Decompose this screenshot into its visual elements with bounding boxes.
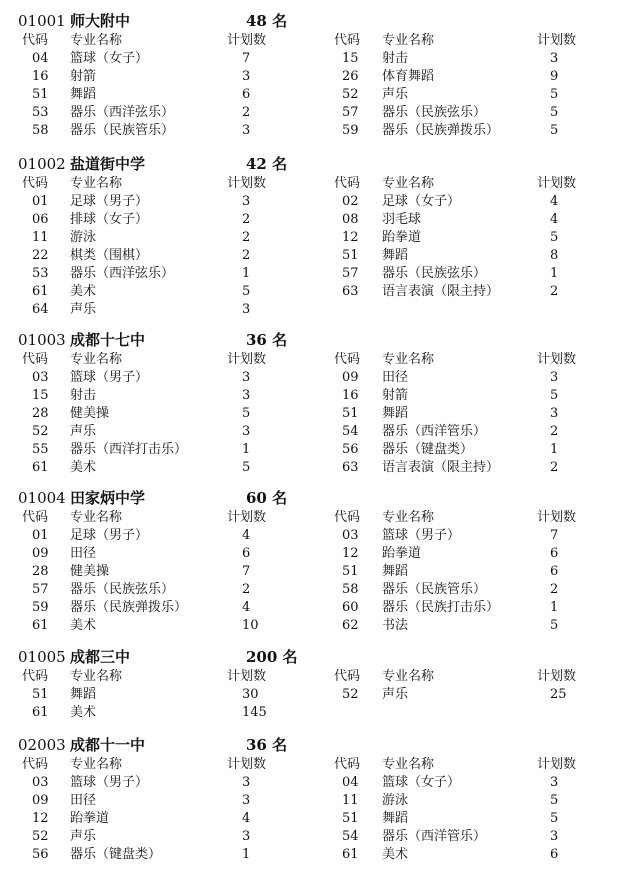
plan-count: 2 <box>550 284 559 299</box>
header-major-right: 专业名称 <box>382 757 435 772</box>
header-plan-right: 计划数 <box>537 669 577 684</box>
table-row <box>0 459 627 477</box>
plan-count: 3 <box>550 829 559 844</box>
major-code: 22 <box>32 248 49 263</box>
header-major-right: 专业名称 <box>382 669 435 684</box>
plan-count: 3 <box>242 302 251 317</box>
school-code: 01003 <box>18 331 66 349</box>
plan-count: 3 <box>242 370 251 385</box>
major-name: 美术 <box>70 460 97 475</box>
plan-count: 4 <box>242 600 251 615</box>
column-header-row <box>0 175 627 193</box>
table-row <box>0 828 627 846</box>
major-name: 器乐（西洋弦乐） <box>70 266 175 281</box>
school-title-row <box>0 153 627 175</box>
major-code: 16 <box>32 69 49 84</box>
major-name: 田径 <box>70 793 97 808</box>
school-title-row <box>0 329 627 351</box>
header-major-left: 专业名称 <box>70 510 123 525</box>
school-title-row <box>0 487 627 509</box>
major-name: 篮球（女子） <box>382 775 461 790</box>
header-plan-left: 计划数 <box>227 669 267 684</box>
plan-count: 6 <box>550 546 559 561</box>
school-block <box>0 329 627 477</box>
major-code: 57 <box>342 105 359 120</box>
major-name: 射击 <box>70 388 97 403</box>
table-row <box>0 846 627 864</box>
table-row <box>0 211 627 229</box>
major-code: 55 <box>32 442 49 457</box>
major-code: 12 <box>32 811 49 826</box>
plan-count: 2 <box>242 248 251 263</box>
plan-count: 5 <box>550 87 559 102</box>
table-row <box>0 617 627 635</box>
major-code: 51 <box>342 406 359 421</box>
major-code: 16 <box>342 388 359 403</box>
major-name: 跆拳道 <box>70 811 110 826</box>
major-code: 09 <box>32 546 49 561</box>
plan-count: 3 <box>242 793 251 808</box>
major-code: 09 <box>32 793 49 808</box>
header-plan-right: 计划数 <box>537 33 577 48</box>
plan-count: 2 <box>242 212 251 227</box>
major-code: 61 <box>342 847 359 862</box>
school-block <box>0 734 627 864</box>
major-name: 器乐（民族打击乐） <box>382 600 500 615</box>
major-code: 58 <box>342 582 359 597</box>
table-row <box>0 563 627 581</box>
major-name: 跆拳道 <box>382 230 422 245</box>
school-quota: 200 名 <box>246 648 298 666</box>
major-name: 器乐（键盘类） <box>382 442 474 457</box>
plan-count: 2 <box>550 460 559 475</box>
major-name: 器乐（民族弦乐） <box>70 582 175 597</box>
school-name: 盐道街中学 <box>70 155 146 173</box>
plan-count: 2 <box>550 424 559 439</box>
major-name: 跆拳道 <box>382 546 422 561</box>
major-code: 03 <box>32 370 49 385</box>
major-code: 08 <box>342 212 359 227</box>
plan-count: 9 <box>550 69 559 84</box>
header-plan-left: 计划数 <box>227 176 267 191</box>
major-name: 器乐（民族弦乐） <box>382 105 487 120</box>
plan-count: 1 <box>550 442 559 457</box>
plan-count: 8 <box>550 248 559 263</box>
school-name: 成都十一中 <box>70 736 146 754</box>
plan-count: 3 <box>550 370 559 385</box>
major-code: 56 <box>32 847 49 862</box>
major-code: 60 <box>342 600 359 615</box>
plan-count: 5 <box>550 123 559 138</box>
header-code-right: 代码 <box>334 33 361 48</box>
major-code: 61 <box>32 460 49 475</box>
plan-count: 4 <box>550 212 559 227</box>
major-name: 足球（女子） <box>382 194 461 209</box>
major-code: 52 <box>32 424 49 439</box>
major-code: 15 <box>32 388 49 403</box>
major-code: 57 <box>342 266 359 281</box>
plan-count: 10 <box>242 618 259 633</box>
column-header-row <box>0 351 627 369</box>
major-code: 01 <box>32 194 49 209</box>
major-name: 足球（男子） <box>70 194 149 209</box>
table-row <box>0 247 627 265</box>
school-block <box>0 153 627 319</box>
header-plan-left: 计划数 <box>227 757 267 772</box>
major-name: 声乐 <box>70 424 97 439</box>
school-quota: 36 名 <box>246 736 288 754</box>
plan-count: 3 <box>550 775 559 790</box>
table-row <box>0 545 627 563</box>
header-major-right: 专业名称 <box>382 176 435 191</box>
major-code: 51 <box>342 564 359 579</box>
plan-count: 2 <box>550 582 559 597</box>
table-row <box>0 193 627 211</box>
major-name: 足球（男子） <box>70 528 149 543</box>
plan-count: 3 <box>242 194 251 209</box>
school-quota: 60 名 <box>246 489 288 507</box>
school-code: 02003 <box>18 736 66 754</box>
major-name: 田径 <box>70 546 97 561</box>
plan-count: 3 <box>242 123 251 138</box>
school-quota: 36 名 <box>246 331 288 349</box>
header-major-left: 专业名称 <box>70 757 123 772</box>
table-row <box>0 387 627 405</box>
plan-count: 7 <box>242 564 251 579</box>
plan-count: 7 <box>242 51 251 66</box>
header-code-right: 代码 <box>334 352 361 367</box>
plan-count: 3 <box>242 69 251 84</box>
major-name: 美术 <box>70 618 97 633</box>
header-code-left: 代码 <box>22 510 49 525</box>
header-code-left: 代码 <box>22 352 49 367</box>
major-name: 篮球（男子） <box>70 370 149 385</box>
school-name: 成都十七中 <box>70 331 146 349</box>
major-code: 51 <box>342 248 359 263</box>
major-name: 语言表演（限主持） <box>382 284 500 299</box>
major-name: 舞蹈 <box>382 248 409 263</box>
header-major-right: 专业名称 <box>382 352 435 367</box>
major-name: 健美操 <box>70 564 110 579</box>
school-quota: 42 名 <box>246 155 288 173</box>
school-code: 01002 <box>18 155 66 173</box>
school-block <box>0 646 627 722</box>
school-block <box>0 10 627 140</box>
major-code: 11 <box>32 230 49 245</box>
table-row <box>0 229 627 247</box>
header-code-left: 代码 <box>22 757 49 772</box>
major-code: 61 <box>32 705 49 720</box>
header-major-right: 专业名称 <box>382 510 435 525</box>
major-code: 01 <box>32 528 49 543</box>
major-name: 器乐（西洋管乐） <box>382 829 487 844</box>
header-code-left: 代码 <box>22 176 49 191</box>
plan-count: 5 <box>242 284 251 299</box>
major-code: 03 <box>342 528 359 543</box>
column-header-row <box>0 509 627 527</box>
table-row <box>0 527 627 545</box>
header-major-left: 专业名称 <box>70 352 123 367</box>
major-code: 62 <box>342 618 359 633</box>
plan-count: 3 <box>242 775 251 790</box>
major-code: 57 <box>32 582 49 597</box>
plan-count: 1 <box>550 600 559 615</box>
school-name: 师大附中 <box>70 12 131 30</box>
plan-count: 5 <box>550 230 559 245</box>
header-major-left: 专业名称 <box>70 176 123 191</box>
plan-count: 5 <box>242 406 251 421</box>
major-code: 63 <box>342 284 359 299</box>
table-row <box>0 599 627 617</box>
major-name: 美术 <box>70 284 97 299</box>
school-block <box>0 487 627 635</box>
plan-count: 1 <box>242 442 251 457</box>
major-code: 56 <box>342 442 359 457</box>
major-name: 游泳 <box>382 793 409 808</box>
major-code: 54 <box>342 829 359 844</box>
major-code: 59 <box>342 123 359 138</box>
table-row <box>0 423 627 441</box>
school-title-row <box>0 10 627 32</box>
table-row <box>0 704 627 722</box>
major-name: 器乐（民族弹拨乐） <box>382 123 500 138</box>
major-name: 器乐（西洋打击乐） <box>70 442 188 457</box>
major-name: 声乐 <box>70 302 97 317</box>
major-name: 语言表演（限主持） <box>382 460 500 475</box>
major-code: 58 <box>32 123 49 138</box>
major-code: 12 <box>342 230 359 245</box>
major-name: 器乐（西洋弦乐） <box>70 105 175 120</box>
plan-count: 2 <box>242 582 251 597</box>
plan-count: 3 <box>550 406 559 421</box>
major-code: 04 <box>32 51 49 66</box>
plan-count: 2 <box>242 105 251 120</box>
major-name: 舞蹈 <box>70 87 97 102</box>
major-code: 53 <box>32 266 49 281</box>
major-name: 射击 <box>382 51 409 66</box>
major-name: 游泳 <box>70 230 97 245</box>
table-row <box>0 86 627 104</box>
school-quota: 48 名 <box>246 12 288 30</box>
major-code: 61 <box>32 284 49 299</box>
plan-count: 5 <box>550 105 559 120</box>
major-code: 28 <box>32 564 49 579</box>
plan-count: 3 <box>242 424 251 439</box>
major-name: 声乐 <box>70 829 97 844</box>
major-name: 器乐（民族管乐） <box>382 582 487 597</box>
major-code: 06 <box>32 212 49 227</box>
plan-count: 3 <box>242 388 251 403</box>
major-name: 排球（女子） <box>70 212 149 227</box>
major-name: 器乐（民族弹拨乐） <box>70 600 188 615</box>
plan-count: 5 <box>242 460 251 475</box>
major-code: 59 <box>32 600 49 615</box>
major-code: 51 <box>342 811 359 826</box>
major-code: 11 <box>342 793 359 808</box>
plan-count: 4 <box>242 528 251 543</box>
plan-count: 4 <box>550 194 559 209</box>
plan-count: 6 <box>550 564 559 579</box>
major-code: 52 <box>342 687 359 702</box>
major-code: 15 <box>342 51 359 66</box>
plan-count: 7 <box>550 528 559 543</box>
table-row <box>0 792 627 810</box>
plan-count: 4 <box>242 811 251 826</box>
header-code-left: 代码 <box>22 33 49 48</box>
plan-count: 1 <box>242 847 251 862</box>
table-row <box>0 441 627 459</box>
major-code: 53 <box>32 105 49 120</box>
table-row <box>0 774 627 792</box>
major-name: 美术 <box>70 705 97 720</box>
header-plan-left: 计划数 <box>227 33 267 48</box>
major-code: 52 <box>32 829 49 844</box>
table-row <box>0 122 627 140</box>
plan-count: 6 <box>550 847 559 862</box>
major-code: 52 <box>342 87 359 102</box>
header-plan-right: 计划数 <box>537 176 577 191</box>
plan-count: 6 <box>242 546 251 561</box>
table-row <box>0 686 627 704</box>
plan-count: 5 <box>550 793 559 808</box>
major-name: 体育舞蹈 <box>382 69 435 84</box>
major-code: 51 <box>32 87 49 102</box>
school-code: 01005 <box>18 648 66 666</box>
plan-count: 5 <box>550 388 559 403</box>
plan-count: 2 <box>242 230 251 245</box>
major-name: 健美操 <box>70 406 110 421</box>
table-row <box>0 104 627 122</box>
column-header-row <box>0 32 627 50</box>
plan-count: 5 <box>550 811 559 826</box>
major-name: 篮球（男子） <box>382 528 461 543</box>
major-code: 64 <box>32 302 49 317</box>
major-name: 棋类（围棋） <box>70 248 149 263</box>
major-code: 61 <box>32 618 49 633</box>
table-row <box>0 68 627 86</box>
header-plan-left: 计划数 <box>227 510 267 525</box>
header-major-left: 专业名称 <box>70 33 123 48</box>
header-plan-right: 计划数 <box>537 352 577 367</box>
major-code: 51 <box>32 687 49 702</box>
header-major-left: 专业名称 <box>70 669 123 684</box>
plan-count: 3 <box>550 51 559 66</box>
major-name: 声乐 <box>382 87 409 102</box>
plan-count: 1 <box>550 266 559 281</box>
table-row <box>0 581 627 599</box>
school-code: 01004 <box>18 489 66 507</box>
header-plan-right: 计划数 <box>537 757 577 772</box>
column-header-row <box>0 668 627 686</box>
plan-count: 25 <box>550 687 567 702</box>
major-name: 射箭 <box>382 388 409 403</box>
major-code: 12 <box>342 546 359 561</box>
major-name: 舞蹈 <box>382 811 409 826</box>
major-name: 篮球（男子） <box>70 775 149 790</box>
major-name: 射箭 <box>70 69 97 84</box>
header-code-right: 代码 <box>334 757 361 772</box>
table-row <box>0 283 627 301</box>
major-name: 舞蹈 <box>70 687 97 702</box>
plan-count: 6 <box>242 87 251 102</box>
major-code: 26 <box>342 69 359 84</box>
major-name: 书法 <box>382 618 409 633</box>
plan-count: 5 <box>550 618 559 633</box>
school-title-row <box>0 734 627 756</box>
major-name: 羽毛球 <box>382 212 422 227</box>
column-header-row <box>0 756 627 774</box>
header-major-right: 专业名称 <box>382 33 435 48</box>
major-name: 篮球（女子） <box>70 51 149 66</box>
table-row <box>0 50 627 68</box>
header-code-left: 代码 <box>22 669 49 684</box>
plan-count: 145 <box>242 705 267 720</box>
header-plan-right: 计划数 <box>537 510 577 525</box>
major-name: 田径 <box>382 370 409 385</box>
plan-count: 1 <box>242 266 251 281</box>
major-name: 器乐（西洋管乐） <box>382 424 487 439</box>
table-row <box>0 369 627 387</box>
plan-count: 3 <box>242 829 251 844</box>
major-name: 器乐（民族管乐） <box>70 123 175 138</box>
major-name: 舞蹈 <box>382 406 409 421</box>
major-name: 器乐（民族弦乐） <box>382 266 487 281</box>
school-code: 01001 <box>18 12 66 30</box>
header-code-right: 代码 <box>334 510 361 525</box>
header-code-right: 代码 <box>334 669 361 684</box>
major-name: 声乐 <box>382 687 409 702</box>
table-row <box>0 405 627 423</box>
major-name: 器乐（键盘类） <box>70 847 162 862</box>
header-code-right: 代码 <box>334 176 361 191</box>
major-code: 28 <box>32 406 49 421</box>
major-code: 54 <box>342 424 359 439</box>
table-row <box>0 265 627 283</box>
plan-count: 30 <box>242 687 259 702</box>
table-row <box>0 301 627 319</box>
major-code: 02 <box>342 194 359 209</box>
school-name: 田家炳中学 <box>70 489 146 507</box>
header-plan-left: 计划数 <box>227 352 267 367</box>
school-name: 成都三中 <box>70 648 131 666</box>
table-row <box>0 810 627 828</box>
school-title-row <box>0 646 627 668</box>
major-code: 63 <box>342 460 359 475</box>
major-name: 美术 <box>382 847 409 862</box>
major-code: 03 <box>32 775 49 790</box>
major-name: 舞蹈 <box>382 564 409 579</box>
major-code: 04 <box>342 775 359 790</box>
major-code: 09 <box>342 370 359 385</box>
